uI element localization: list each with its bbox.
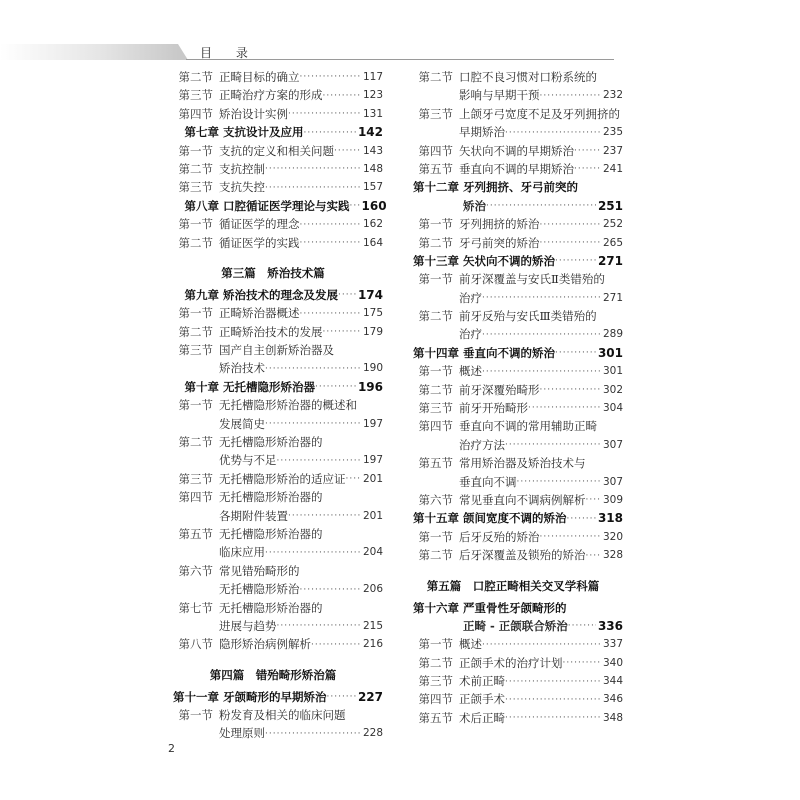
entry-page: 197: [362, 417, 383, 430]
toc-section-entry[interactable]: [163, 635, 383, 653]
entry-title: 严重骨性牙颌畸形的: [463, 600, 567, 615]
entry-title: 无托槽隐形矫治器: [223, 379, 315, 394]
leader-dots: [555, 344, 596, 362]
entry-title: 无托槽隐形矫治器的: [219, 490, 323, 505]
entry-number: 第十六章: [413, 600, 459, 615]
entry-title: 临床应用: [219, 545, 265, 560]
entry-page: 204: [362, 546, 383, 559]
entry-title: 无托槽隐形矫治器的: [219, 435, 323, 450]
toc-column-left: [163, 68, 387, 743]
leader-dots: [505, 709, 601, 727]
entry-number: 第三节: [178, 343, 213, 358]
leader-dots: [265, 160, 361, 178]
entry-number: 第二节: [178, 435, 213, 450]
entry-page: 143: [362, 144, 383, 157]
toc-section-entry[interactable]: [163, 304, 383, 322]
leader-dots: [315, 378, 356, 396]
leader-dots: [517, 473, 601, 491]
entry-page: 215: [362, 619, 383, 632]
leader-dots: [586, 491, 601, 509]
leader-dots: [300, 305, 361, 323]
entry-title: 影响与早期干预: [459, 88, 540, 103]
leader-dots: [482, 326, 601, 344]
toc-section-entry[interactable]: [403, 215, 623, 233]
leader-dots: [311, 636, 361, 654]
entry-title: 正畸 - 正颌联合矫治: [463, 618, 568, 633]
entry-number: 第五节: [418, 161, 453, 176]
toc-section-entry[interactable]: [163, 142, 383, 160]
entry-page: 228: [362, 727, 383, 740]
entry-number: 第二节: [178, 235, 213, 250]
entry-title: 口腔不良习惯对口粉系统的: [459, 69, 597, 84]
entry-page: 160: [361, 198, 387, 213]
entry-title: 颌间宽度不调的矫治: [463, 511, 567, 526]
entry-number: 第三节: [178, 471, 213, 486]
toc-section-entry[interactable]: [403, 436, 623, 454]
toc-section-entry[interactable]: [403, 123, 623, 141]
entry-title: 垂直向不调的早期矫治: [459, 161, 574, 176]
entry-page: 337: [602, 638, 623, 651]
entry-number: 第六节: [178, 563, 213, 578]
entry-page: 241: [602, 162, 623, 175]
entry-number: 第七节: [178, 600, 213, 615]
entry-title: 概述: [459, 364, 482, 379]
entry-number: 第十章: [184, 379, 219, 394]
entry-page: 216: [362, 638, 383, 651]
toc-section-entry[interactable]: [403, 491, 623, 509]
toc-chapter-entry[interactable]: [403, 344, 623, 362]
leader-dots: [482, 636, 601, 654]
entry-number: 第七章: [184, 125, 219, 140]
leader-dots: [586, 547, 601, 565]
toc-section-entry[interactable]: [403, 417, 623, 435]
leader-dots: [505, 691, 601, 709]
entry-number: 第三节: [178, 180, 213, 195]
entry-number: 第四节: [178, 490, 213, 505]
entry-number: 第三节: [418, 401, 453, 416]
entry-title: 支抗失控: [219, 180, 265, 195]
toc-section-entry[interactable]: [163, 178, 383, 196]
entry-number: 第四节: [418, 692, 453, 707]
toc-section-entry[interactable]: [163, 599, 383, 617]
entry-number: 第四节: [178, 106, 213, 121]
toc-section-entry[interactable]: [163, 617, 383, 635]
entry-page: 196: [357, 379, 383, 394]
entry-page: 117: [362, 70, 383, 83]
entry-number: 第二节: [418, 382, 453, 397]
leader-dots: [277, 452, 361, 470]
entry-title: 正畸目标的确立: [219, 69, 300, 84]
entry-page: 190: [362, 362, 383, 375]
toc-chapter-entry[interactable]: [163, 123, 383, 141]
entry-page: 175: [362, 307, 383, 320]
toc-section-entry[interactable]: [163, 543, 383, 561]
entry-page: 162: [362, 218, 383, 231]
leader-dots: [323, 87, 361, 105]
toc-section-entry[interactable]: [403, 709, 623, 727]
toc-section-entry[interactable]: [403, 691, 623, 709]
part-heading: 第四篇 错殆畸形矫治篇: [209, 667, 337, 682]
toc-section-entry[interactable]: [403, 528, 623, 546]
entry-title: 治疗方法: [459, 437, 505, 452]
part-heading: 第五篇 口腔正畸相关交叉学科篇: [426, 578, 600, 593]
entry-title: 无托槽隐形矫治: [219, 582, 300, 597]
entry-page: 302: [602, 383, 623, 396]
entry-number: 第二节: [418, 309, 453, 324]
entry-number: 第三节: [418, 106, 453, 121]
toc-section-entry[interactable]: [163, 562, 383, 580]
leader-dots: [505, 673, 601, 691]
entry-page: 251: [597, 198, 623, 213]
leader-dots: [540, 381, 601, 399]
entry-number: 第十一章: [173, 689, 219, 704]
entry-title: 概述: [459, 637, 482, 652]
toc-section-entry[interactable]: [163, 341, 383, 359]
entry-number: 第二节: [418, 69, 453, 84]
page-title: 目 录: [200, 46, 258, 60]
entry-number: 第四节: [418, 143, 453, 158]
entry-title: 进展与趋势: [219, 618, 277, 633]
toc-section-entry[interactable]: [403, 672, 623, 690]
entry-title: 早期矫治: [459, 125, 505, 140]
entry-title: 术前正畸: [459, 674, 505, 689]
entry-title: 各期附件装置: [219, 508, 288, 523]
entry-title: 牙列拥挤、牙弓前突的: [463, 180, 578, 195]
entry-title: 后牙反殆的矫治: [459, 529, 540, 544]
toc-section-entry[interactable]: [403, 381, 623, 399]
entry-title: 治疗: [459, 290, 482, 305]
entry-title: 前牙反殆与安氏Ⅲ类错殆的: [459, 309, 597, 324]
entry-page: 201: [362, 509, 383, 522]
entry-title: 矢状向不调的矫治: [463, 253, 555, 268]
entry-number: 第十四章: [413, 345, 459, 360]
toc-section-entry[interactable]: [403, 654, 623, 672]
entry-number: 第五节: [418, 456, 453, 471]
toc-section-entry[interactable]: [163, 323, 383, 341]
entry-number: 第六节: [418, 492, 453, 507]
entry-title: 正畸矫治器概述: [219, 306, 300, 321]
toc-section-entry[interactable]: [403, 289, 623, 307]
entry-page: 346: [602, 693, 623, 706]
leader-dots: [300, 68, 361, 86]
toc-section-entry[interactable]: [163, 580, 383, 598]
leader-dots: [540, 216, 601, 234]
entry-page: 271: [597, 253, 623, 268]
toc-section-entry[interactable]: [403, 362, 623, 380]
leader-dots: [486, 197, 596, 215]
toc-chapter-entry[interactable]: [403, 252, 623, 270]
leader-dots: [568, 617, 596, 635]
toc-section-entry[interactable]: [163, 160, 383, 178]
entry-title: 处理原则: [219, 726, 265, 741]
entry-page: 318: [597, 511, 623, 526]
entry-page: 328: [602, 549, 623, 562]
entry-page: 304: [602, 402, 623, 415]
toc-section-entry[interactable]: [403, 307, 623, 325]
entry-number: 第一节: [418, 217, 453, 232]
entry-page: 301: [597, 345, 623, 360]
toc-section-entry[interactable]: [403, 473, 623, 491]
toc-section-entry[interactable]: [403, 399, 623, 417]
toc-section-entry[interactable]: [163, 68, 383, 86]
leader-dots: [574, 160, 601, 178]
entry-page: 289: [602, 328, 623, 341]
entry-title: 国产自主创新矫治器及: [219, 343, 334, 358]
leader-dots: [288, 507, 361, 525]
entry-title: 发展简史: [219, 416, 265, 431]
entry-page: 174: [357, 287, 383, 302]
toc-section-entry[interactable]: [163, 359, 383, 377]
leader-dots: [265, 725, 361, 743]
entry-page: 131: [362, 107, 383, 120]
leader-dots: [300, 216, 361, 234]
entry-title: 牙弓前突的矫治: [459, 235, 540, 250]
entry-page: 237: [602, 144, 623, 157]
entry-page: 252: [602, 218, 623, 231]
entry-title: 隐形矫治病例解析: [219, 637, 311, 652]
leader-dots: [300, 234, 361, 252]
entry-title: 上颌牙弓宽度不足及牙列拥挤的: [459, 106, 620, 121]
entry-number: 第一节: [418, 529, 453, 544]
entry-page: 227: [357, 689, 383, 704]
leader-dots: [265, 179, 361, 197]
leader-dots: [350, 197, 360, 215]
entry-page: 320: [602, 530, 623, 543]
leader-dots: [567, 510, 596, 528]
entry-page: 123: [362, 89, 383, 102]
toc-section-entry[interactable]: [403, 68, 623, 86]
entry-number: 第一节: [178, 398, 213, 413]
toc-chapter-entry[interactable]: [163, 286, 383, 304]
entry-title: 无托槽隐形矫治器的概述和: [219, 398, 357, 413]
entry-number: 第八节: [178, 637, 213, 652]
leader-dots: [265, 360, 361, 378]
entry-title: 常用矫治器及矫治技术与: [459, 456, 586, 471]
entry-page: 336: [597, 618, 623, 633]
entry-title: 后牙深覆盖及锁殆的矫治: [459, 548, 586, 563]
entry-title: 前牙深覆盖与安氏Ⅱ类错殆的: [459, 272, 605, 287]
entry-page: 235: [602, 126, 623, 139]
toc-section-entry[interactable]: [403, 105, 623, 123]
entry-number: 第二节: [418, 235, 453, 250]
leader-dots: [338, 286, 356, 304]
toc-section-entry[interactable]: [163, 86, 383, 104]
entry-number: 第一节: [178, 708, 213, 723]
entry-page: 232: [602, 89, 623, 102]
toc-chapter-entry[interactable]: [163, 688, 383, 706]
entry-page: 265: [602, 236, 623, 249]
leader-dots: [327, 688, 356, 706]
entry-title: 正颌手术的治疗计划: [459, 655, 563, 670]
entry-title: 粉发育及相关的临床问题: [219, 708, 346, 723]
header-band: [0, 44, 178, 60]
header-notch: [178, 44, 188, 60]
entry-page: 148: [362, 162, 383, 175]
leader-dots: [265, 544, 361, 562]
toc-section-entry[interactable]: [163, 433, 383, 451]
toc-section-entry[interactable]: [163, 725, 383, 743]
leader-dots: [540, 234, 601, 252]
toc-section-entry[interactable]: [403, 86, 623, 104]
entry-title: 优势与不足: [219, 453, 277, 468]
entry-title: 无托槽隐形矫治的适应证: [219, 471, 346, 486]
entry-page: 309: [602, 493, 623, 506]
entry-title: 矫治设计实例: [219, 106, 288, 121]
toc-section-entry[interactable]: [163, 415, 383, 433]
entry-page: 307: [602, 438, 623, 451]
entry-page: 197: [362, 454, 383, 467]
toc-section-entry[interactable]: [163, 451, 383, 469]
entry-number: 第九章: [184, 287, 219, 302]
entry-title: 垂直向不调: [459, 474, 517, 489]
entry-number: 第三节: [418, 674, 453, 689]
toc-section-entry[interactable]: [163, 488, 383, 506]
leader-dots: [482, 363, 601, 381]
toc-section-entry[interactable]: [403, 234, 623, 252]
entry-title: 矫治技术: [219, 361, 265, 376]
toc-section-entry[interactable]: [403, 635, 623, 653]
entry-page: 206: [362, 583, 383, 596]
leader-dots: [563, 654, 601, 672]
entry-number: 第十三章: [413, 253, 459, 268]
entry-title: 矫治技术的理念及发展: [223, 287, 338, 302]
entry-title: 牙列拥挤的矫治: [459, 217, 540, 232]
entry-number: 第十五章: [413, 511, 459, 526]
entry-title: 正畸矫治技术的发展: [219, 324, 323, 339]
entry-title: 支抗控制: [219, 161, 265, 176]
toc-section-entry[interactable]: [163, 525, 383, 543]
entry-title: 无托槽隐形矫治器的: [219, 526, 323, 541]
leader-dots: [482, 289, 601, 307]
leader-dots: [300, 581, 361, 599]
entry-number: 第五节: [178, 526, 213, 541]
toc-chapter-entry[interactable]: [163, 378, 383, 396]
toc-section-entry[interactable]: [163, 396, 383, 414]
part-heading: 第三篇 矫治技术篇: [221, 265, 325, 280]
leader-dots: [540, 528, 601, 546]
leader-dots: [346, 470, 361, 488]
entry-title: 正畸治疗方案的形成: [219, 88, 323, 103]
entry-title: 正颌手术: [459, 692, 505, 707]
entry-number: 第一节: [178, 217, 213, 232]
leader-dots: [555, 252, 596, 270]
entry-number: 第二节: [178, 161, 213, 176]
entry-page: 271: [602, 291, 623, 304]
entry-title: 口腔循证医学理论与实践: [223, 198, 350, 213]
toc-section-entry[interactable]: [403, 546, 623, 564]
toc-chapter-entry[interactable]: [163, 197, 387, 215]
entry-title: 无托槽隐形矫治器的: [219, 600, 323, 615]
entry-page: 179: [362, 325, 383, 338]
entry-title: 治疗: [459, 327, 482, 342]
entry-title: 循证医学的理念: [219, 217, 300, 232]
toc-section-entry[interactable]: [403, 454, 623, 472]
entry-title: 支抗设计及应用: [223, 125, 304, 140]
entry-title: 前牙开殆畸形: [459, 401, 528, 416]
entry-number: 第五节: [418, 710, 453, 725]
leader-dots: [505, 436, 601, 454]
leader-dots: [323, 323, 361, 341]
page-number: 2: [168, 742, 175, 755]
toc-section-entry[interactable]: [163, 706, 383, 724]
toc-section-entry[interactable]: [163, 215, 383, 233]
toc-chapter-entry[interactable]: [403, 599, 623, 617]
entry-page: 344: [602, 675, 623, 688]
entry-title: 矢状向不调的早期矫治: [459, 143, 574, 158]
entry-page: 157: [362, 181, 383, 194]
toc-section-entry[interactable]: [163, 234, 383, 252]
entry-number: 第八章: [184, 198, 219, 213]
toc-chapter-entry[interactable]: [403, 178, 623, 196]
entry-page: 164: [362, 236, 383, 249]
leader-dots: [304, 124, 356, 142]
entry-page: 307: [602, 475, 623, 488]
toc-chapter-entry[interactable]: [403, 509, 623, 527]
entry-number: 第一节: [418, 272, 453, 287]
entry-title: 支抗的定义和相关问题: [219, 143, 334, 158]
entry-title: 垂直向不调的矫治: [463, 345, 555, 360]
entry-page: 301: [602, 365, 623, 378]
leader-dots: [288, 105, 361, 123]
toc-section-entry[interactable]: [403, 325, 623, 343]
leader-dots: [334, 142, 361, 160]
entry-title: 常见垂直向不调病例解析: [459, 492, 586, 507]
toc-chapter-entry[interactable]: [403, 617, 623, 635]
leader-dots: [277, 617, 361, 635]
entry-number: 第二节: [178, 69, 213, 84]
entry-number: 第二节: [178, 324, 213, 339]
entry-page: 201: [362, 472, 383, 485]
entry-title: 前牙深覆殆畸形: [459, 382, 540, 397]
leader-dots: [265, 415, 361, 433]
entry-number: 第二节: [418, 655, 453, 670]
leader-dots: [505, 124, 601, 142]
toc-section-entry[interactable]: [403, 142, 623, 160]
entry-page: 142: [357, 125, 383, 140]
toc-section-entry[interactable]: [163, 105, 383, 123]
toc-section-entry[interactable]: [403, 160, 623, 178]
entry-title: 术后正畸: [459, 710, 505, 725]
entry-number: 第十二章: [413, 180, 459, 195]
entry-number: 第四节: [418, 419, 453, 434]
toc-section-entry[interactable]: [163, 470, 383, 488]
entry-title: 牙颌畸形的早期矫治: [223, 689, 327, 704]
entry-number: 第一节: [178, 306, 213, 321]
entry-title: 常见错殆畸形的: [219, 563, 300, 578]
entry-number: 第三节: [178, 88, 213, 103]
entry-title: 矫治: [463, 198, 486, 213]
toc-section-entry[interactable]: [163, 507, 383, 525]
toc-column-right: [403, 68, 623, 727]
leader-dots: [540, 87, 601, 105]
toc-chapter-entry[interactable]: [403, 197, 623, 215]
entry-title: 垂直向不调的常用辅助正畸: [459, 419, 597, 434]
entry-number: 第一节: [178, 143, 213, 158]
entry-page: 340: [602, 656, 623, 669]
entry-number: 第一节: [418, 637, 453, 652]
leader-dots: [574, 142, 601, 160]
leader-dots: [528, 399, 601, 417]
entry-page: 348: [602, 711, 623, 724]
entry-number: 第一节: [418, 364, 453, 379]
entry-title: 循证医学的实践: [219, 235, 300, 250]
entry-number: 第二节: [418, 548, 453, 563]
toc-section-entry[interactable]: [403, 270, 623, 288]
